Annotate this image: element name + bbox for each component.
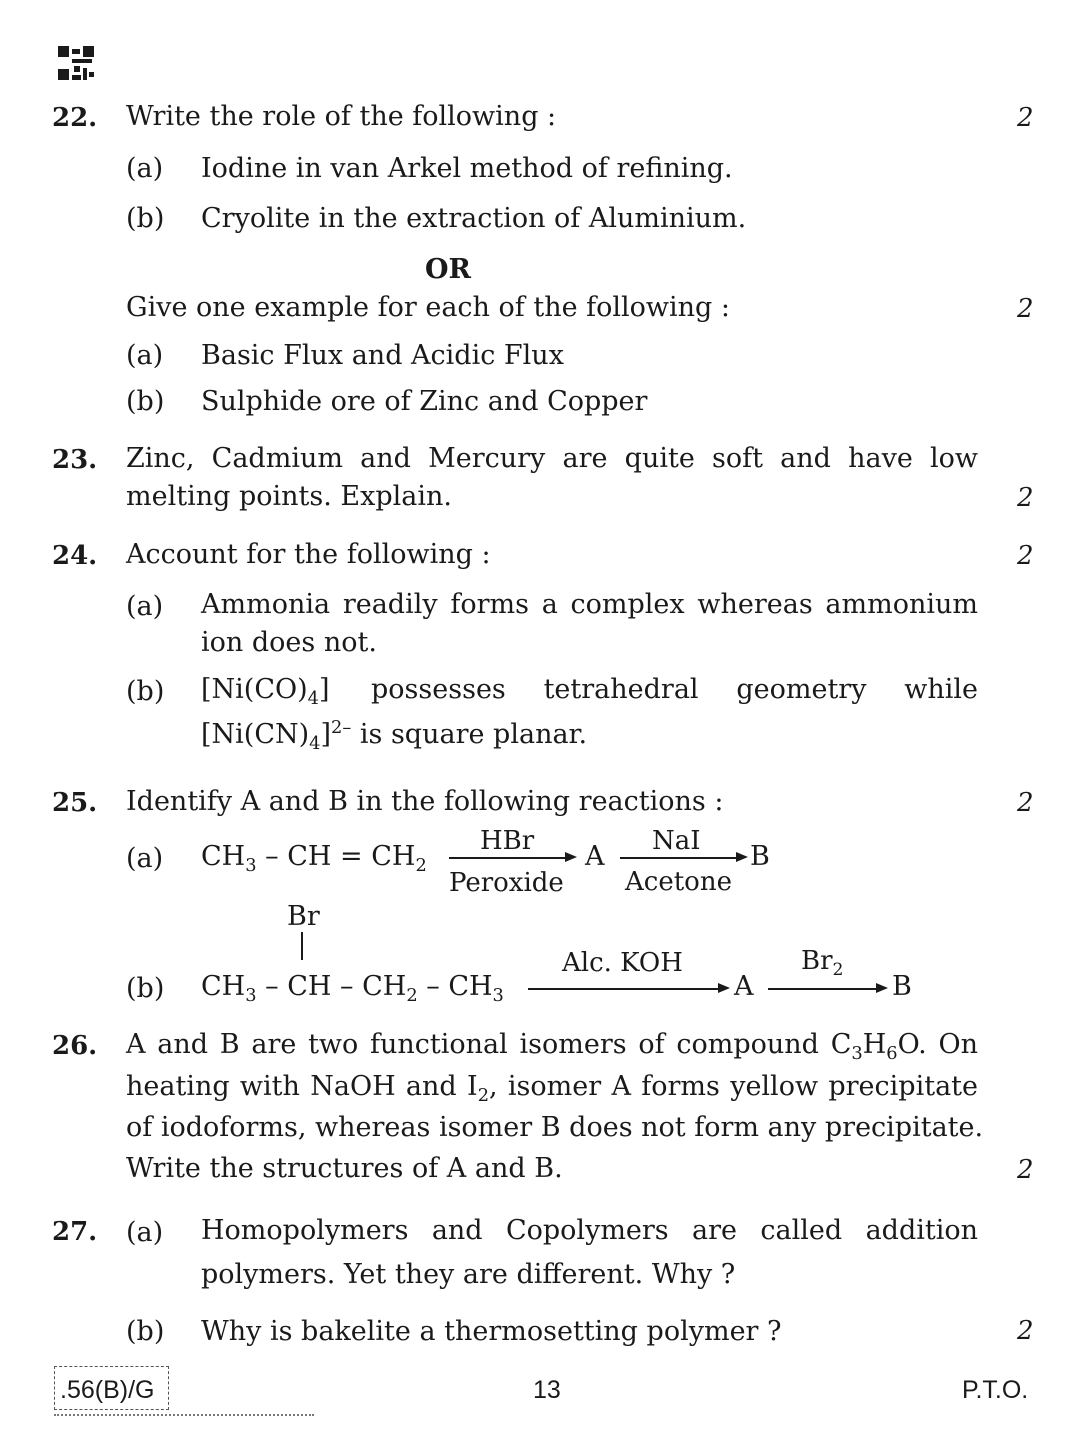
sub-label: (b) bbox=[126, 973, 165, 1004]
question-text: Write the structures of A and B. bbox=[126, 1153, 563, 1184]
formula-ni-cn4: $[Ni(CN)_4]^{2-}$ is square planar. bbox=[201, 717, 588, 755]
sub-label: (b) bbox=[126, 203, 165, 234]
question-number: 22. bbox=[52, 103, 98, 133]
marks: 2 bbox=[1017, 483, 1034, 513]
question-number: 27. bbox=[52, 1217, 98, 1247]
sub-text: Ammonia readily forms a complex whereas ammonium bbox=[201, 589, 978, 620]
reagent-hbr: HBr bbox=[480, 826, 535, 856]
sub-text: ion does not. bbox=[201, 627, 377, 658]
reaction-arrow bbox=[449, 857, 567, 859]
sub-label: (a) bbox=[126, 153, 164, 184]
condition-peroxide: Peroxide bbox=[449, 868, 564, 898]
marks: 2 bbox=[1017, 788, 1034, 818]
question-number: 23. bbox=[52, 445, 98, 475]
question-text: of iodoforms, whereas isomer B does not form any precipitate. bbox=[126, 1112, 984, 1143]
reactant-bromobutane: $CH_3$ – CH – $CH_2 - CH_3$ bbox=[201, 971, 504, 1007]
product-b: B bbox=[892, 971, 912, 1002]
reactant-propene: $CH_3$ – CH = $CH_2$ bbox=[201, 841, 427, 877]
sub-label: (a) bbox=[126, 340, 164, 371]
substituent-br: Br bbox=[287, 901, 320, 932]
or-separator: OR bbox=[425, 254, 471, 285]
product-a: A bbox=[585, 841, 605, 872]
marks: 2 bbox=[1017, 1316, 1034, 1346]
sub-text: Homopolymers and Copolymers are called addition bbox=[201, 1215, 978, 1246]
sub-text: Iodine in van Arkel method of refining. bbox=[201, 153, 733, 184]
reaction-arrow bbox=[528, 988, 720, 990]
formula-ni-co4: $[Ni(CO)_4]$ bbox=[201, 674, 330, 710]
reagent-nai: NaI bbox=[652, 826, 701, 856]
product-b: B bbox=[750, 841, 770, 872]
marks: 2 bbox=[1017, 541, 1034, 571]
sub-label: (b) bbox=[126, 1316, 165, 1347]
marks: 2 bbox=[1017, 1155, 1034, 1185]
sub-text: possesses tetrahedral geometry while bbox=[371, 674, 978, 705]
product-a: A bbox=[734, 971, 754, 1002]
arrow-head-icon bbox=[736, 852, 748, 862]
bond-line bbox=[301, 932, 303, 960]
arrow-head-icon bbox=[565, 852, 577, 862]
qr-code-icon bbox=[58, 46, 94, 80]
sub-label: (a) bbox=[126, 843, 164, 874]
reaction-arrow bbox=[620, 857, 738, 859]
question-text: heating with NaOH and $I_2$, isomer A forms yellow precipitate bbox=[126, 1071, 978, 1107]
arrow-head-icon bbox=[876, 983, 888, 993]
marks: 2 bbox=[1017, 103, 1034, 133]
question-number: 24. bbox=[52, 541, 98, 571]
reagent-alc-koh: Alc. KOH bbox=[562, 948, 683, 978]
arrow-head-icon bbox=[718, 983, 730, 993]
sub-text: Why is bakelite a thermosetting polymer ? bbox=[201, 1316, 782, 1347]
question-number: 26. bbox=[52, 1031, 98, 1061]
barcode-strip bbox=[54, 1414, 314, 1418]
question-stem: Identify A and B in the following reactions : bbox=[126, 786, 724, 817]
sub-text: Sulphide ore of Zinc and Copper bbox=[201, 386, 648, 417]
condition-acetone: Acetone bbox=[625, 867, 732, 897]
sub-text: polymers. Yet they are different. Why ? bbox=[201, 1259, 736, 1290]
question-number: 25. bbox=[52, 788, 98, 818]
reagent-br2: $Br_2$ bbox=[801, 946, 844, 980]
pto-label: P.T.O. bbox=[962, 1376, 1029, 1404]
question-stem: Account for the following : bbox=[126, 539, 491, 570]
sub-label: (b) bbox=[126, 386, 165, 417]
question-text: melting points. Explain. bbox=[126, 481, 452, 512]
sub-text: Cryolite in the extraction of Aluminium. bbox=[201, 203, 747, 234]
sub-text: Basic Flux and Acidic Flux bbox=[201, 340, 564, 371]
sub-label: (a) bbox=[126, 591, 164, 622]
question-text: Zinc, Cadmium and Mercury are quite soft and have low bbox=[126, 443, 978, 474]
question-stem: Write the role of the following : bbox=[126, 101, 557, 132]
question-text: A and B are two functional isomers of compound $C_3H_6O$. On bbox=[126, 1029, 978, 1065]
sub-label: (b) bbox=[126, 676, 165, 707]
paper-code: .56(B)/G bbox=[60, 1376, 155, 1404]
sub-label: (a) bbox=[126, 1217, 164, 1248]
page-number: 13 bbox=[533, 1376, 561, 1404]
reaction-arrow bbox=[768, 988, 878, 990]
question-stem: Give one example for each of the following : bbox=[126, 292, 731, 323]
marks: 2 bbox=[1017, 294, 1034, 324]
